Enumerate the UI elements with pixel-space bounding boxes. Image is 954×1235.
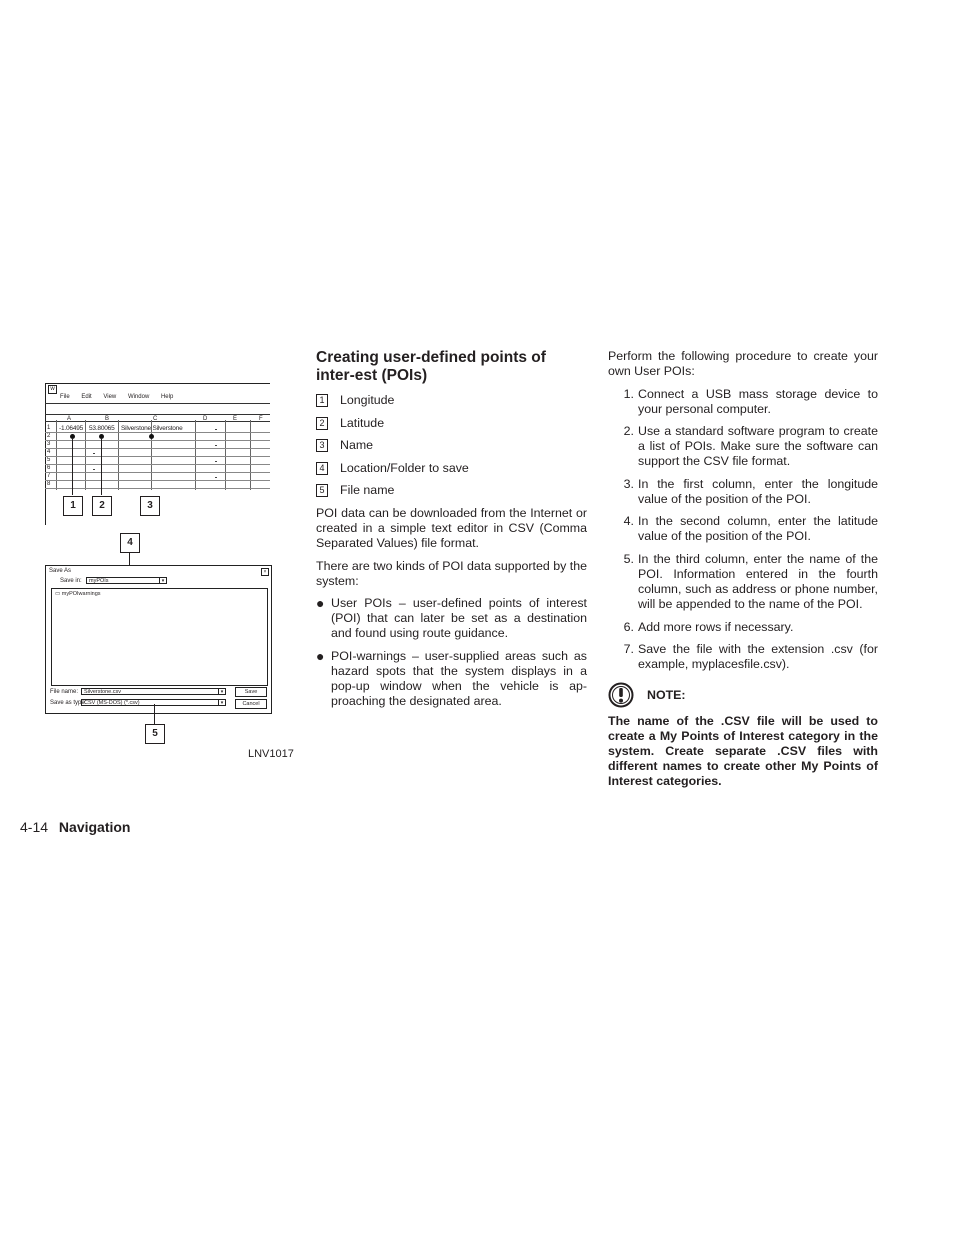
procedure-step: 3. In the first column, enter the longitude value of the position of the POI. [623, 476, 878, 506]
callout-label: Location/Folder to save [340, 460, 469, 475]
procedure-step: 6. Add more rows if necessary. [623, 619, 794, 634]
callout-3: 3 [140, 496, 160, 516]
column-header: E [233, 416, 238, 422]
chevron-down-icon: ▾ [218, 700, 225, 705]
file-listbox [51, 588, 268, 686]
paragraph-kinds: There are two kinds of POI data supported by the system: [316, 558, 587, 588]
dialog-title: Save As [49, 568, 72, 574]
spreadsheet-menubar [60, 394, 183, 400]
poi-figure [40, 380, 300, 770]
row-number: 6 [47, 465, 51, 471]
callout-4: 4 [120, 533, 140, 553]
procedure-step: 1. Connect a USB mass storage device to your personal computer. [623, 386, 878, 416]
page-number: 4-14 [20, 819, 49, 835]
row-number: 3 [47, 441, 51, 447]
callout-label: Name [340, 438, 374, 453]
cell-latitude: 53.80065 [89, 425, 115, 432]
cell-name: Silverstone Silverstone [121, 425, 183, 432]
callout-list-item [316, 461, 587, 476]
menu-window: Window [127, 394, 150, 400]
callout-number: 5 [316, 484, 328, 497]
figure-code: LNV1017 [248, 748, 294, 760]
folder-item: ▭ myPOIwarnings [55, 591, 101, 597]
callout-number: 1 [316, 394, 328, 407]
file-name-field: Silverstone.csv ▾ [81, 688, 226, 695]
column-header: C [153, 416, 158, 422]
procedure-step: 2. Use a standard software program to create a list of POIs. Make sure the software can support the CSV file format. [623, 424, 878, 469]
save-as-dialog-illustration [45, 565, 272, 714]
bullet-icon: ● [316, 647, 325, 664]
exclamation-icon [608, 682, 634, 708]
callout-2: 2 [92, 496, 112, 516]
menu-file: File [60, 394, 70, 400]
procedure-step: 5. In the third column, enter the name of the POI. Information entered in the fourth column, such as address or phone number, will be appended to the name of the POI. [623, 551, 878, 611]
paragraph-download: POI data can be downloaded from the Internet or created in a simple text editor in CSV (Comma Separated Values) file format. [316, 505, 587, 550]
save-button: Save [235, 687, 267, 697]
bullet-icon: ● [316, 595, 325, 612]
callout-label: File name [340, 483, 395, 498]
row-number: 7 [47, 473, 51, 479]
callout-list-item [316, 416, 587, 431]
note-text: The name of the .CSV file will be used to create a My Points of Interest category in the system. Create separate .CSV files with different names to create other My Points of Interest categories. [608, 714, 878, 789]
cancel-button: Cancel [235, 699, 267, 709]
callout-5: 5 [145, 724, 165, 744]
save-as-type-field: CSV (MS-DOS) (*.csv) ▾ [81, 699, 226, 706]
bullet-item: ● User POIs – user-defined points of interest (POI) that can later be set as a destination and found using route guidance. [316, 595, 587, 641]
section-name: Navigation [58, 819, 131, 835]
save-in-combo: myPOIs ▾ [86, 577, 167, 584]
callout-label: Latitude [340, 415, 385, 430]
procedure-step: 7. Save the file with the extension .csv (for example, myplacesfile.csv). [623, 642, 878, 672]
chevron-down-icon: ▾ [218, 689, 225, 694]
callout-list-item [316, 393, 587, 408]
note-heading [608, 682, 878, 708]
row-number: 1 [47, 425, 51, 431]
column-header: F [259, 416, 263, 422]
callout-number: 3 [316, 439, 328, 452]
cell-longitude: -1.06495 [59, 425, 84, 432]
column-header: A [67, 416, 72, 422]
procedure-intro: Perform the following procedure to create your own User POIs: [608, 349, 878, 378]
page-footer [20, 819, 131, 835]
procedure-section [608, 349, 878, 789]
poi-section [316, 349, 587, 716]
app-icon: w [48, 385, 57, 394]
column-header: B [105, 416, 110, 422]
row-number: 5 [47, 457, 51, 463]
note-label: NOTE: [647, 687, 686, 702]
menu-help: Help [160, 394, 174, 400]
marker-dot [149, 434, 154, 439]
row-number: 2 [47, 433, 51, 439]
section-heading: Creating user-defined points of inter-est (POIs) [316, 349, 546, 384]
save-as-type-label: Save as type: [50, 700, 87, 706]
menu-view: View [103, 394, 117, 400]
callout-list-item [316, 438, 587, 453]
callout-label: Longitude [340, 393, 395, 407]
save-in-label: Save in: [60, 578, 82, 584]
close-icon: × [261, 568, 269, 576]
row-number: 8 [47, 481, 51, 487]
callout-number: 2 [316, 417, 328, 430]
column-header: D [203, 416, 208, 422]
callout-list-item [316, 483, 587, 498]
chevron-down-icon: ▾ [159, 578, 166, 583]
row-number: 4 [47, 449, 51, 455]
callout-number: 4 [316, 462, 328, 475]
callout-1: 1 [63, 496, 83, 516]
procedure-step: 4. In the second column, enter the latitude value of the position of the POI. [623, 514, 878, 544]
menu-edit: Edit [81, 394, 92, 400]
file-name-label: File name: [50, 689, 79, 695]
bullet-item: ● POI-warnings – user-supplied areas such as hazard spots that the system displays in a pop-up window when the vehicle is ap-proaching the designated area. [316, 647, 587, 708]
